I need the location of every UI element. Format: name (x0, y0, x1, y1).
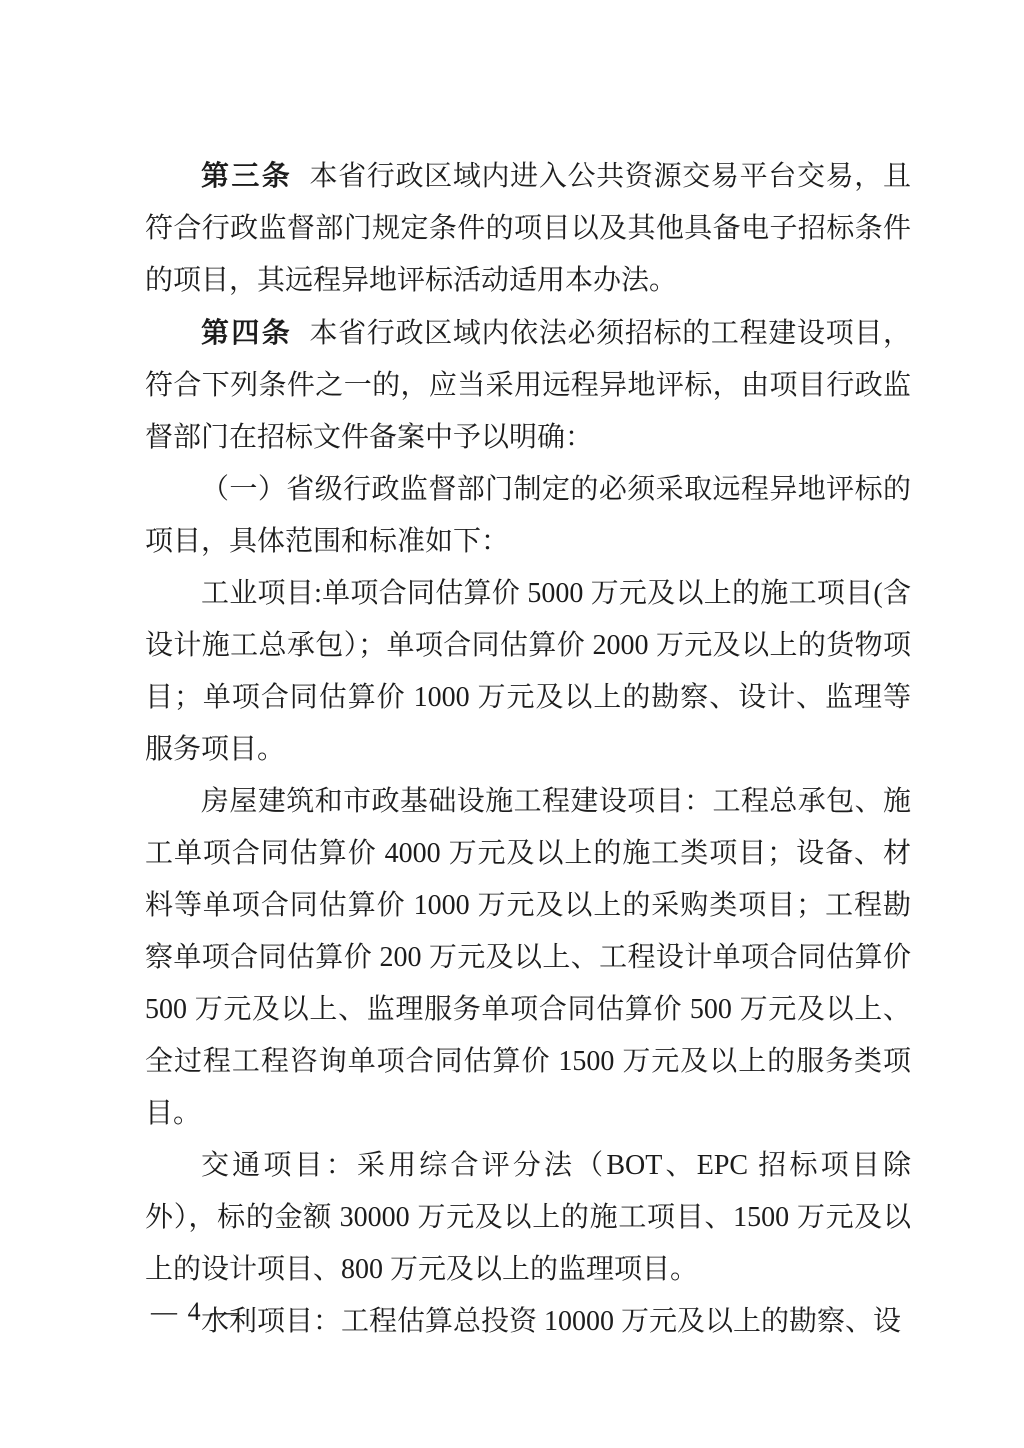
item-1-intro-paragraph: （一）省级行政监督部门制定的必须采取远程异地评标的项目，具体范围和标准如下： (145, 474, 911, 557)
article-3-paragraph (145, 150, 911, 307)
article-3-text: 本省行政区域内进入公共资源交易平台交易，且符合行政监督部门规定条件的项目以及其他具备电子招标条件的项目，其远程异地评标活动适用本办法。 (145, 161, 911, 296)
transport-projects-paragraph: 交通项目：采用综合评分法（BOT、EPC 招标项目除外），标的金额 30000 万元及以上的施工项目、1500 万元及以上的设计项目、800 万元及以上的监理项目。 (145, 1150, 911, 1285)
water-projects-paragraph: 水利项目：工程估算总投资 10000 万元及以上的勘察、设 (201, 1306, 902, 1337)
article-4-label: 第四条 (201, 317, 293, 348)
housing-municipal-projects-paragraph: 房屋建筑和市政基础设施工程建设项目：工程总承包、施工单项合同估算价 4000 万元及以上的施工类项目；设备、材料等单项合同估算价 1000 万元及以上的采购类项目；工程勘察单项合同估算价 200 万元及以上、工程设计单项合同估算价 500 万元及以上、监理服务单项合同估算价 500 万元及以上、全过程工程咨询单项合同估算价 1500 万元及以上的服务类项目。 (145, 786, 911, 1129)
page-number: — 4 — (151, 1297, 240, 1326)
article-3-label: 第三条 (201, 160, 293, 191)
article-4-paragraph (145, 307, 911, 464)
document-body (145, 150, 911, 1348)
article-4-text: 本省行政区域内依法必须招标的工程建设项目，符合下列条件之一的，应当采用远程异地评标，由项目行政监督部门在招标文件备案中予以明确： (145, 318, 911, 453)
industrial-projects-paragraph: 工业项目:单项合同估算价 5000 万元及以上的施工项目(含设计施工总承包）；单项合同估算价 2000 万元及以上的货物项目；单项合同估算价 1000 万元及以上的勘察、设计、监理等服务项目。 (145, 578, 911, 765)
